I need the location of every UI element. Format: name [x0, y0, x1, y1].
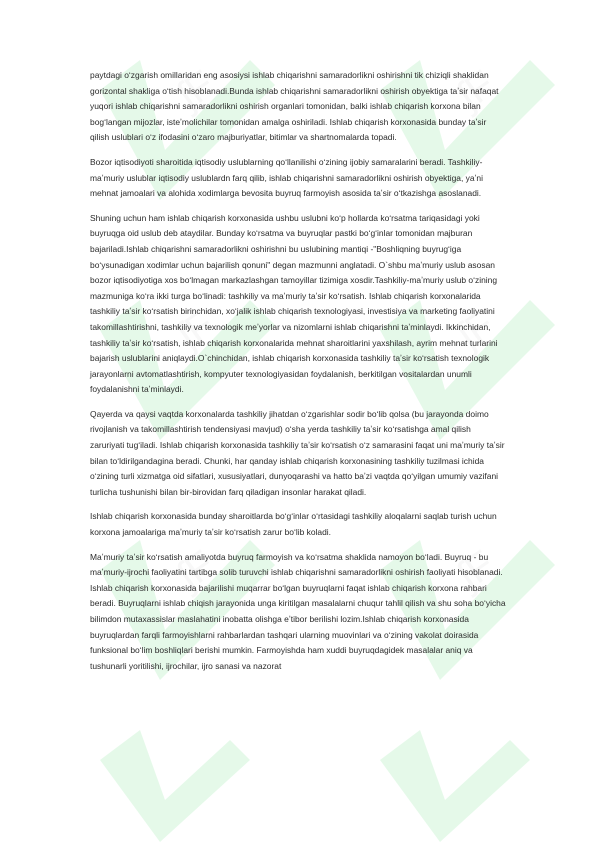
paragraph-4: Qayerda va qaysi vaqtda korxonalarda tashkiliy jihatdan oʻzgarishlar sodir boʻlib qolsa (bu jarayonda doimo rivojlanish va takomillashtirish tendensiyasi mavjud) oʻsha yerda tashkiliy taʼsir koʻrsatishga amal qilish zaruriyati tugʻiladi. Ishlab chiqarish korxonasida tashkiliy taʼsir koʻrsatish oʻz samarasini faqat uni maʼmuriy taʼsir bilan toʻldirilgandagina beradi. Chunki, har qanday ishlab chiqarish korxonasining tashkiliy tuzilmasi ichida oʻzining turli xizmatga oid sifatlari, xususiyatlari, dunyoqarashi va hatto baʼzi vaqtda qoʻyilgan umumiy vazifani turlicha tushunishi bilan bir-birovidan farq qiladigan insonlar harakat qiladi.: [90, 408, 505, 497]
svg-text:ʃF: ʃF: [449, 62, 503, 118]
paragraph-3: Shuning uchun ham ishlab chiqarish korxonasida ushbu uslubni koʻp hollarda koʻrsatma tariqasidagi yoki buyruqga oid uslub deb ataydilar. Bunday koʻrsatma va buyruqlar pastki boʻgʻinlar tomonidan majburan bajariladi.Ishlab chiqarishni samaradorlikni oshirishni bu uslubining mantiqi -"Boshliqning buyrugʻiga boʻysunadigan xodimlar uchun bajarilish qonuni" degan mazmunni anglatadi. O`shbu maʼmuriy uslub asosan bozor iqtisodiyotiga xos boʻlmagan markazlashgan tamoyillar tizimiga xosdir.Tashkiliy-maʼmuriy uslub oʻzining mazmuniga koʻra ikki turga boʻlinadi: tashkiliy va maʼmuriy taʼsir koʻrsatish. Ishlab chiqarish korxonalarida tashkiliy taʼsir koʻrsatish birinchidan, xoʻjalik ishlab chiqarish texnologiyasi, investisiya va marketing faoliyatini takomillashtirishni, tashkiliy va texnologik meʼyorlar va nizomlarni ishlab chiqarishni taʼminlaydi. Ikkinchidan, tashkiliy taʼsir koʻrsatish, ishlab chiqarish korxonalarida mehnat sharoitlarini yaxshilash, ayrim mehnat turlarini bajarish uslublarini aniqlaydi.O`chinchidan, ishlab chiqarish korxonasida tashkiliy taʼsir koʻrsatish texnologik jarayonlarni avtomatlashtirish, kompyuter texnologiyasidan foydalanish, berkitilgan vositalardan unumli foydalanishni taʼminlaydi.: [90, 212, 498, 395]
svg-text:ʃF: ʃF: [449, 302, 503, 358]
svg-text:ʃF: ʃF: [169, 62, 223, 118]
svg-text:ʃF: ʃF: [169, 302, 223, 358]
paragraph-1: paytdagi oʻzgarish omillaridan eng asosiysi ishlab chiqarishni samaradorlikni oshirishni tik chiziqli shaklidan gorizontal shakliga oʻtish hisoblanadi.Bunda ishlab chiqarishni samaradorlikni oshirish obyektiga taʼsir nafaqat yuqori ishlab chiqarishni samaradorlikni oshirish organlari tomonidan, balki ishlab chiqarish korxona bilan bogʻlangan mijozlar, isteʼmolichilar tomonidan amalga oshiriladi. Ishlab chiqarish korxonasida bunday taʼsir qilish uslublari oʻz ifodasini oʻzaro majburiyatlar, bitimlar va shartnomalarda topadi.: [90, 70, 499, 143]
document-body: [90, 68, 506, 683]
svg-text:ʃF: ʃF: [449, 542, 503, 598]
paragraph-6: Maʼmuriy taʼsir koʻrsatish amaliyotda buyruq farmoyish va koʻrsatma shaklida namoyon boʻladi. Buyruq - bu maʼmuriy-ijrochi faoliyatini tartibga solib turuvchi ishlab chiqarishni samaradorlikni oshirish faoliyati hisoblanadi. Ishlab chiqarish korxonasida bajarilishi muqarrar boʻlgan buyruqlarni faqat ishlab chiqarish korxona rahbari beradi. Buyruqlarni ishlab chiqish jarayonida unga kiritilgan masalalarni chuqur tahlil qilish va shu soha boʻyicha bilimdon mutaxassislar maslahatini inobatta olishga eʼtibor berilishi lozim.Ishlab chiqarish korxonasida buyruqlardan farqli farmoyishlarni rahbarlardan tashqari ularning muovinlari va oʻzining vakolat doirasida funksional boʻlim boshliqlari berishi mumkin. Farmoyishda ham xuddi buyruqdagidek masalalar aniq va tushunarli yoritilishi, ijrochilar, ijro sanasi va nazorat: [90, 551, 506, 671]
paragraph-5: Ishlab chiqarish korxonasida bunday sharoitlarda boʻgʻinlar oʻrtasidagi tashkiliy aloqalarni saqlab turish uchun korxona jamoalariga maʼmuriy taʼsir koʻrsatish zarur boʻlib koladi.: [90, 511, 497, 538]
svg-text:ʃF: ʃF: [169, 542, 223, 598]
paragraph-2: Bozor iqtisodiyoti sharoitida iqtisodiy uslublarning qoʻllanilishi oʻzining ijobiy samaralarini beradi. Tashkiliy-maʼmuriy uslublar iqtisodiy uslublardn farq qilib, ishlab chiqarishni samaradorlikni oshirish obyektiga, yaʼni mehnat jamoalari va alohida xodimlarga bevosita buyruq farmoyish asosida taʼsir oʻtkazishga asoslanadi.: [90, 156, 483, 199]
